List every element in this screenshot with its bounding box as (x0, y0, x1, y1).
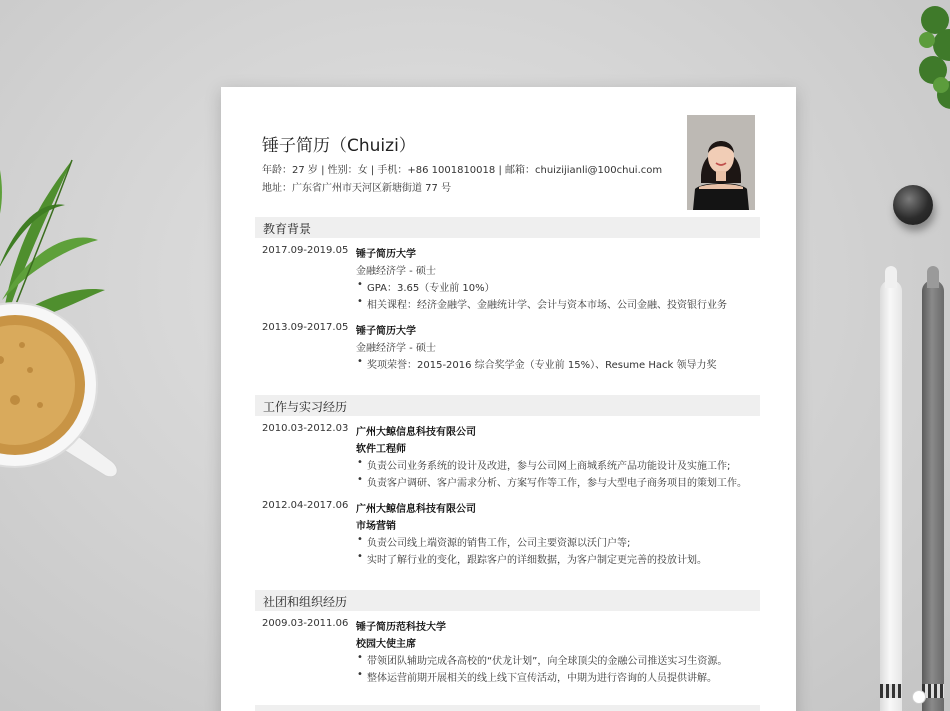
section-header-education: 教育背景 (255, 217, 760, 238)
entry-role: 校园大使主席 (356, 639, 416, 650)
entry-role: 市场营销 (356, 521, 396, 532)
entry-body (356, 618, 766, 686)
entry-role: 金融经济学 - 硕士 (356, 343, 436, 354)
profile-photo (687, 115, 755, 210)
section-header-next (255, 705, 760, 711)
entry-role: 金融经济学 - 硕士 (356, 266, 436, 277)
entry-body (356, 500, 766, 568)
entry-bullet: • 负责公司线上端资源的销售工作，公司主要资源以沃门户等; (356, 534, 766, 551)
address-line: 地址：广东省广州市天河区新塘街道 77 号 (262, 183, 452, 194)
section-header-clubs: 社团和组织经历 (255, 590, 760, 611)
coffee-cup-decoration (0, 300, 140, 500)
entry-bullet: • 带领团队辅助完成各高校的“伏龙计划”，向全球顶尖的金融公司推送实习生资源。 (356, 652, 766, 669)
entry-bullet: • 负责公司业务系统的设计及改进，参与公司网上商城系统产品功能设计及实施工作; (356, 457, 766, 474)
resume-paper (221, 87, 796, 711)
entry-date: 2017.09-2019.05 (262, 245, 349, 256)
grey-pen-decoration (922, 280, 944, 711)
entry-organization: 广州大鲸信息科技有限公司 (356, 504, 476, 515)
entry-organization: 锤子简历大学 (356, 249, 416, 260)
entry-body (356, 423, 766, 491)
portrait-image (687, 115, 755, 210)
resume-name: 锤子简历（Chuizi） (262, 136, 416, 156)
entry-date: 2009.03-2011.06 (262, 618, 349, 629)
white-pen-decoration (880, 280, 902, 711)
entry-bullet: • 负责客户调研、客户需求分析、方案写作等工作，参与大型电子商务项目的策划工作。 (356, 474, 766, 491)
entry-body (356, 245, 766, 313)
pen-tip (885, 266, 897, 288)
entry-body (356, 322, 766, 373)
entry-organization: 锤子简历范科技大学 (356, 622, 446, 633)
entry-date: 2012.04-2017.06 (262, 500, 349, 511)
carousel-dot[interactable] (912, 690, 926, 704)
section-header-work: 工作与实习经历 (255, 395, 760, 416)
entry-bullet: • GPA：3.65（专业前 10%） (356, 279, 766, 296)
pen-band (880, 684, 902, 698)
entry-organization: 锤子简历大学 (356, 326, 416, 337)
entry-bullet: • 整体运营前期开展相关的线上线下宣传活动，中期为进行咨询的人员提供讲解。 (356, 669, 766, 686)
personal-info-line: 年龄：27 岁 | 性别：女 | 手机：+86 1001810018 | 邮箱：chuizijianli@100chui.com (262, 165, 663, 176)
plant-corner-decoration (905, 0, 950, 120)
pen-tip (927, 266, 939, 288)
entry-bullet: • 相关课程：经济金融学、金融统计学、会计与资本市场、公司金融、投资银行业务 (356, 296, 766, 313)
entry-date: 2013.09-2017.05 (262, 322, 349, 333)
entry-bullet: • 实时了解行业的变化，跟踪客户的详细数据，为客户制定更完善的投放计划。 (356, 551, 766, 568)
entry-date: 2010.03-2012.03 (262, 423, 349, 434)
entry-organization: 广州大鲸信息科技有限公司 (356, 427, 476, 438)
entry-bullet: • 奖项荣誉：2015-2016 综合奖学金（专业前 15%）、Resume Hack 领导力奖 (356, 356, 766, 373)
black-stone-decoration (893, 185, 933, 225)
entry-role: 软件工程师 (356, 444, 406, 455)
